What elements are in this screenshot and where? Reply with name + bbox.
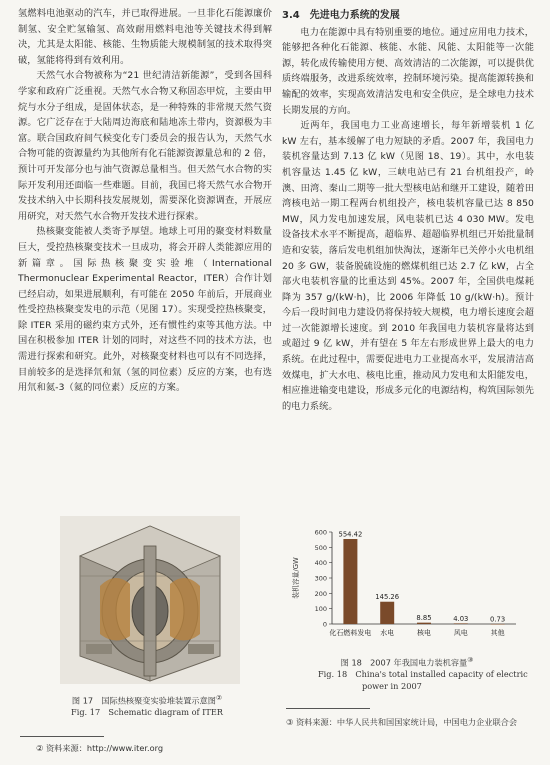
bar-value-label: 554.42 xyxy=(338,530,363,539)
y-tick-label: 100 xyxy=(314,605,327,614)
x-category-label: 核电 xyxy=(417,629,431,637)
figure-18-caption-en xyxy=(318,668,528,692)
y-tick-label: 500 xyxy=(314,543,327,552)
figure-18-footnote-mark: ③ xyxy=(467,656,474,664)
chart-svg xyxy=(286,526,532,646)
y-tick-label: 300 xyxy=(314,574,327,583)
figure-17-caption-cn xyxy=(20,692,274,707)
left-paragraph-2: 天然气水合物被称为“21 世纪清洁新能源”，受到各国科学家和政府广泛重视。天然气水合物又称固态甲烷，主要由甲烷与水分子组成，是固体状态，是一种特殊的非常规天然气资源。它广泛存在于大陆周边海底和陆地冻土带内，资源极为丰富。联合国政府间气候变化专门委员会的报告认为，天然气水合物可能的资源量约为其他所有化石能源资源量总和的 2 倍，预计可开发部分也与油气资源总量相当。但天然气水合物的实际开发利用还面临一些难题。目前，我国已将天然气水合物开发技术纳入中长期科技发展规划，需要深化资源调查，开展应用研究，对天然气水合物开发技术进行探索。 xyxy=(18,70,272,222)
figure-18-caption-cn-text: 图 18 2007 年我国电力装机容量 xyxy=(340,657,468,668)
x-category-label: 化石燃料发电 xyxy=(329,629,372,637)
figure-17-footnote-mark: ② xyxy=(215,694,223,702)
right-paragraph-2: 近两年，我国电力工业高速增长，每年新增装机 1 亿 kW 左右，基本缓解了电力短缺的矛盾。2007 年，我国电力装机容量达到 7.13 亿 kW（见图 18、19）。其中，水电装机容量达 1.45 亿 kW，三峡电站已有 21 台机组投产，岭澳、田湾、秦山二期等一批大型核电站和继开工建设，随着田湾核电站一期工程两台机组投产，核电装机容量已达 8 850 MW，风力发电加速发展，风电装机已达 4 030 MW。发电设备技术水平不断提高，超临界、超超临界机组已开始批量制造和安装，落后发电机组加快淘汰，逐渐年已关停小火电机组 20 多 GW，装备脱硫设施的燃煤机组已达 2.7 亿 kW，占全部火电装机容量的比重达到 45%。2007 年，全国供电煤耗降为 357 g/(kW·h)，比 2006 年降低 10 g/(kW·h)。预计今后一段时间电力建设仍将保持较大规模，电力增长速度会超过一次能源增长速度。到 2010 年我国电力装机容量将达到或超过 9 亿 kW，并有望在 5 年左右形成世界上最大的电力系统。在此过程中，需要促进电力工业提高水平，发展清洁高效煤电，扩大水电、核电比重，推动风力发电和太阳能发电，相应推进输变电建设，形成多元化的电源结构，构筑国际领先的电力系统。 xyxy=(282,120,534,412)
right-paragraph-1: 电力在能源中具有特别重要的地位。通过应用电力技术，能够把各种化石能源、核能、水能、风能、太阳能等一次能源，转化成传输使用方便、高效清洁的二次能源，可以提供优质终端服务，改进系统效率，控制环境污染。提高能源转换和输配的效率，实现高效清洁发电和安全供应，是全球电力技术长期发展的方向。 xyxy=(282,26,534,116)
left-paragraph-1: 氢燃料电池驱动的汽车，并已取得进展。一旦非化石能源廉价制氢、安全贮氢输氢、高效耐用燃料电池等关键技术得到解决，尤其是太阳能、核能、生物质能大规模制氢的技术取得突破，氢能将得到有效利用。 xyxy=(18,8,272,66)
iter-schematic-illustration xyxy=(60,516,240,684)
bar-value-label: 8.85 xyxy=(416,614,432,623)
bar xyxy=(491,624,505,625)
figure-17-caption-cn-text: 图 17 国际热核聚变实验堆装置示意图 xyxy=(71,695,216,706)
section-title: 3.4 先进电力系统的发展 xyxy=(282,10,400,21)
figure-18-caption-en-line1: Fig. 18 China's total installed capacity of electric xyxy=(318,669,528,679)
bar-value-label: 4.03 xyxy=(453,614,469,623)
right-footnote: ③ 资料来源：中华人民共和国国家统计局，中国电力企业联合会 xyxy=(286,717,518,727)
bar-value-label: 0.73 xyxy=(490,615,506,624)
y-tick-label: 200 xyxy=(314,589,327,598)
bar xyxy=(417,623,431,624)
left-footnote-divider xyxy=(20,736,104,737)
right-column xyxy=(282,6,534,414)
y-axis-title: 装机容量/GW xyxy=(292,557,300,599)
x-category-label: 水电 xyxy=(380,629,395,637)
right-footnote-divider xyxy=(286,708,370,709)
installed-capacity-chart xyxy=(286,526,532,646)
left-column xyxy=(18,6,272,396)
figure-18-caption-en-line2: power in 2007 xyxy=(362,681,422,691)
y-tick-label: 0 xyxy=(322,620,327,629)
figure-17-caption-en: Fig. 17 Schematic diagram of ITER xyxy=(71,707,223,717)
left-footnote: ② 资料来源：http://www.iter.org xyxy=(36,743,164,753)
bar xyxy=(454,623,468,624)
y-tick-label: 600 xyxy=(314,528,327,537)
bar xyxy=(343,539,357,624)
figure-18-caption-cn xyxy=(300,654,514,669)
bar xyxy=(380,602,394,624)
bar-value-label: 145.26 xyxy=(375,593,400,602)
x-category-label: 风电 xyxy=(453,629,468,637)
left-paragraph-3: 热核聚变能被人类寄予厚望。地球上可用的聚变材料数量巨大，受控热核聚变技术一旦成功，将会开辟人类能源应用的新篇章。国际热核聚变实验堆（International Thermonuclear Experimental Reactor，ITER）合作计划已经启动，如果进展顺利，有可能在 2050 年前后，开展商业性受控热核聚变发电的示范（见图 17）。实现受控热核聚变，除 ITER 采用的磁约束方式外，还有惯性约束等其他方法。中国在积极参加 ITER 计划的同时，对这些不同的技术方法，也需进行探索和研究。此外，对核聚变材料也可以有不同选择，目前较多的是选择氘和氚（氢的同位素）反应的方案，也有选用氘和氦-3（氦的同位素）反应的方案。 xyxy=(18,226,272,394)
y-tick-label: 400 xyxy=(314,559,327,568)
x-category-label: 其他 xyxy=(490,629,505,637)
